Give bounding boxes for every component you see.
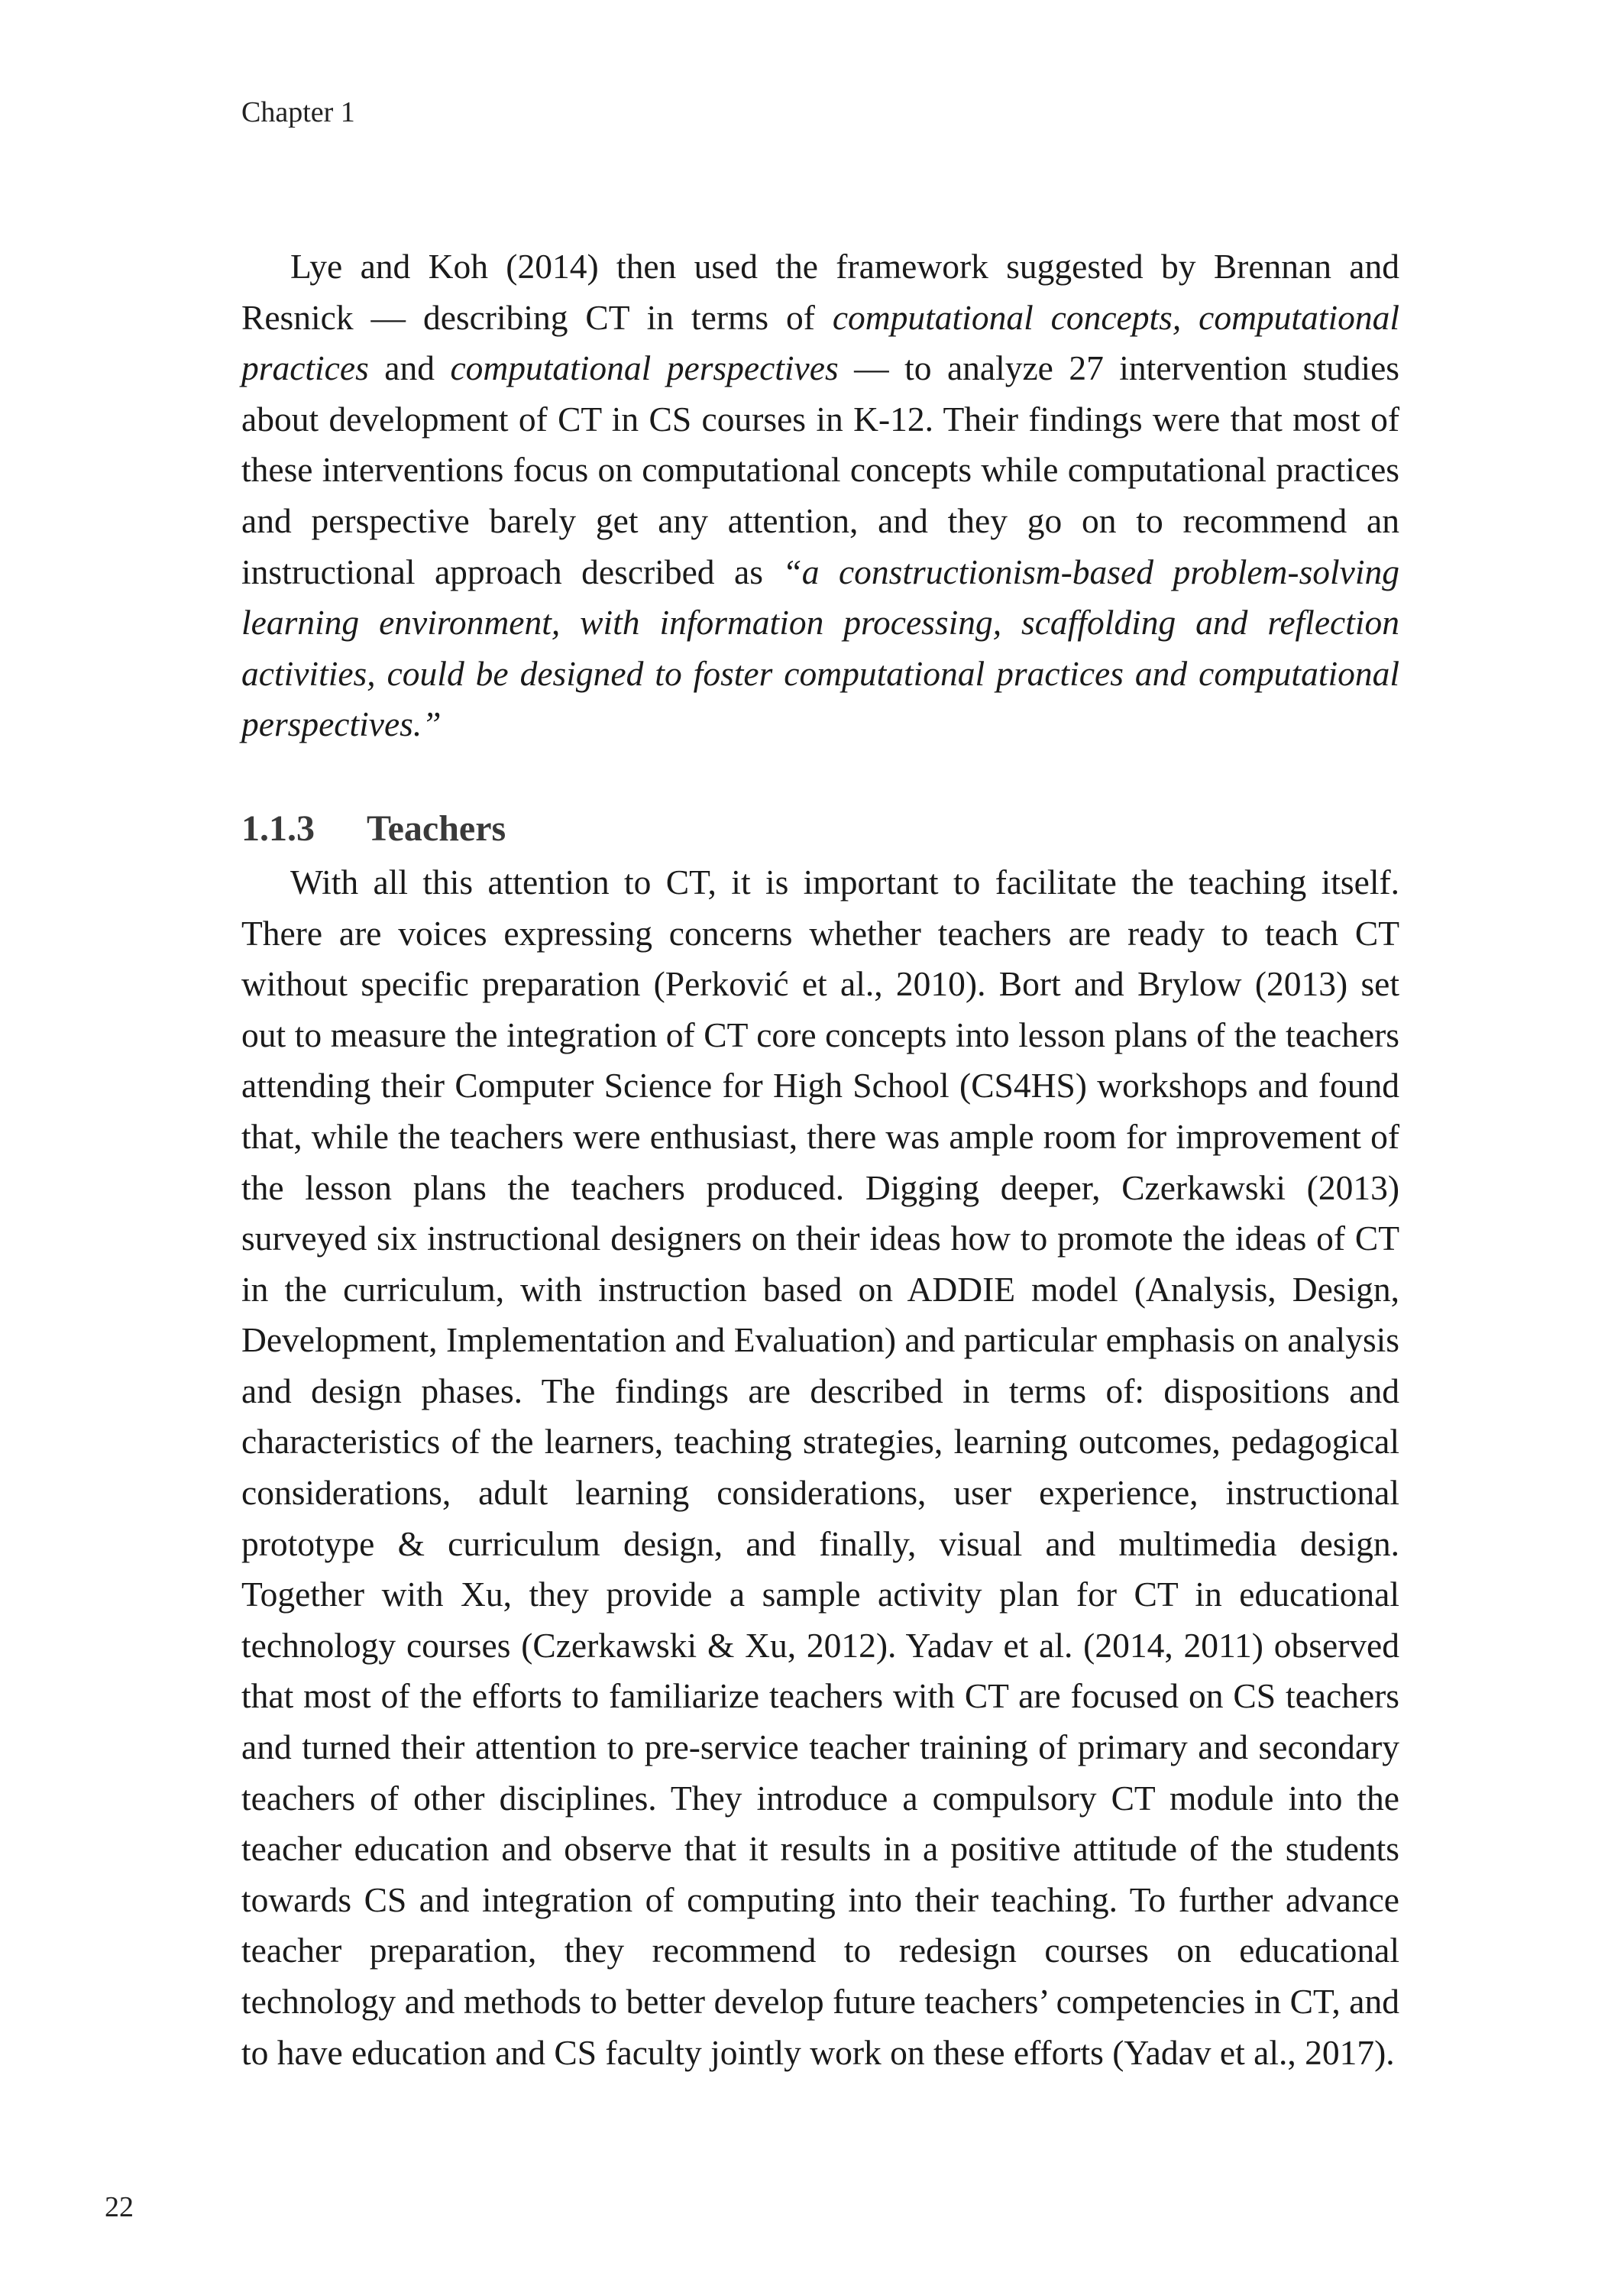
italic-phrase: computational perspectives <box>450 348 839 388</box>
running-head: Chapter 1 <box>241 96 355 128</box>
section-title: Teachers <box>367 808 506 849</box>
section-heading <box>241 808 1399 850</box>
paragraph-text: — to analyze 27 intervention studies about development of CT in CS courses in K-12. Their findings were that most of these interventions focus on computational concepts while computational practices and perspective barely get any attention, and they go on to recommend an instructional approach described as <box>241 348 1400 591</box>
section-number: 1.1.3 <box>241 808 315 849</box>
main-text <box>241 241 1399 2078</box>
paragraph-text: With all this attention to CT, it is important to facilitate the teaching itself. There are voices expressing concerns whether teachers are ready to teach CT without specific preparation (Perković et al., 2010). Bort and Brylow (2013) set out to measure the integration of CT core concepts into lesson plans of the teachers attending their Computer Science for High School (CS4HS) workshops and found that, while the teachers were enthusiast, there was ample room for improvement of the lesson plans the teachers produced. Digging deeper, Czerkawski (2013) surveyed six instructional designers on their ideas how to promote the ideas of CT in the curriculum, with instruction based on ADDIE model (Analysis, Design, Development, Implementation and Evaluation) and particular emphasis on analysis and design phases. The findings are described in terms of: dispositions and characteristics of the learners, teaching strategies, learning outcomes, pedagogical considerations, adult learning considerations, user experience, instructional prototype & curriculum design, and finally, visual and multimedia design. Together with Xu, they provide a sample activity plan for CT in educational technology courses (Czerkawski & Xu, 2012). Yadav et al. (2014, 2011) observed that most of the efforts to familiarize teachers with CT are focused on CS teachers and turned their attention to pre-service teacher training of primary and secondary teachers of other disciplines. They introduce a compulsory CT module into the teacher education and observe that it results in a positive attitude of the students towards CS and integration of computing into their teaching. To further advance teacher preparation, they recommend to redesign courses on educational technology and methods to better develop future teachers’ competencies in CT, and to have education and CS faculty jointly work on these efforts (Yadav et al., 2017). <box>241 862 1399 2072</box>
paragraph-lye-koh <box>241 241 1399 750</box>
paragraph-text: and <box>368 348 451 388</box>
page-number: 22 <box>105 2191 134 2223</box>
paragraph-text: Lye and Koh (2014) then used the framework suggested by Brennan and Resnick — describing CT in terms of <box>241 247 1399 337</box>
italic-phrase: computational concepts, computational practices <box>241 297 1400 388</box>
paragraph-teachers <box>241 857 1399 2078</box>
italic-quote: “a constructionism-based problem-solving learning environment, with information processing, scaffolding and reflection activities, could be designed to foster computational practices and computational perspectives.” <box>241 552 1400 744</box>
